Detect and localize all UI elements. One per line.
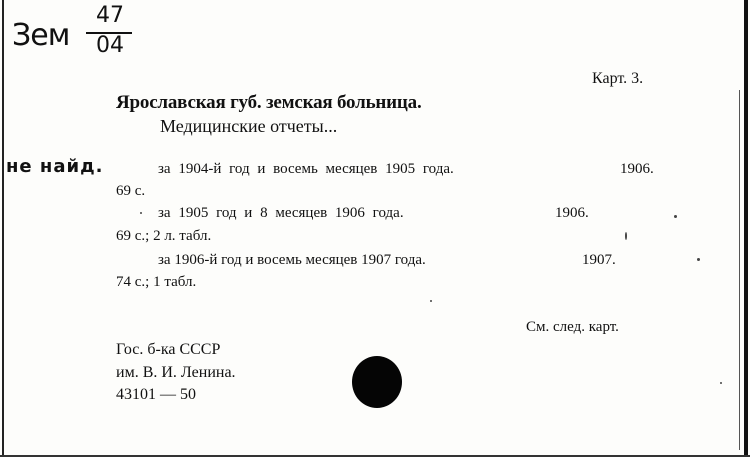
continuation-note: См. след. карт. [526, 319, 619, 335]
card-number: Карт. 3. [592, 70, 644, 87]
shelf-mark-prefix: Зем [12, 18, 70, 53]
punch-hole [352, 356, 402, 408]
entry-3-text: за 1906-й год и восемь месяцев 1907 года. [158, 252, 426, 268]
card-right-inner-edge [739, 90, 740, 450]
library-name-line2: им. В. И. Ленина. [116, 364, 236, 381]
card-subtitle: Медицинские отчеты... [160, 116, 338, 136]
entry-1-extent: 69 с. [116, 183, 146, 199]
card-print-number: 43101 — 50 [116, 386, 196, 403]
ink-speck [625, 232, 627, 240]
shelf-mark-denominator: 04 [96, 33, 124, 58]
entry-2-text: за 1905 год и 8 месяцев 1906 года. [158, 205, 404, 221]
library-name: Гос. б-ка СССР [116, 341, 221, 358]
entry-1-text: за 1904-й год и восемь месяцев 1905 года. [158, 161, 454, 177]
card-title: Ярославская губ. земская больница. [116, 92, 422, 113]
ink-speck [720, 382, 722, 384]
handwritten-note: не найд. [6, 156, 104, 177]
ink-speck [697, 258, 700, 261]
ink-speck [140, 212, 142, 214]
shelf-mark-numerator: 47 [96, 3, 124, 28]
entry-2-extent: 69 с.; 2 л. табл. [116, 228, 212, 244]
ink-speck [674, 215, 677, 218]
card-right-edge [744, 0, 748, 457]
entry-1-year: 1906. [620, 161, 654, 177]
ink-speck [430, 300, 432, 302]
entry-3-year: 1907. [582, 252, 616, 268]
entry-3-extent: 74 с.; 1 табл. [116, 274, 197, 290]
entry-2-year: 1906. [555, 205, 589, 221]
card-left-edge [2, 0, 4, 457]
